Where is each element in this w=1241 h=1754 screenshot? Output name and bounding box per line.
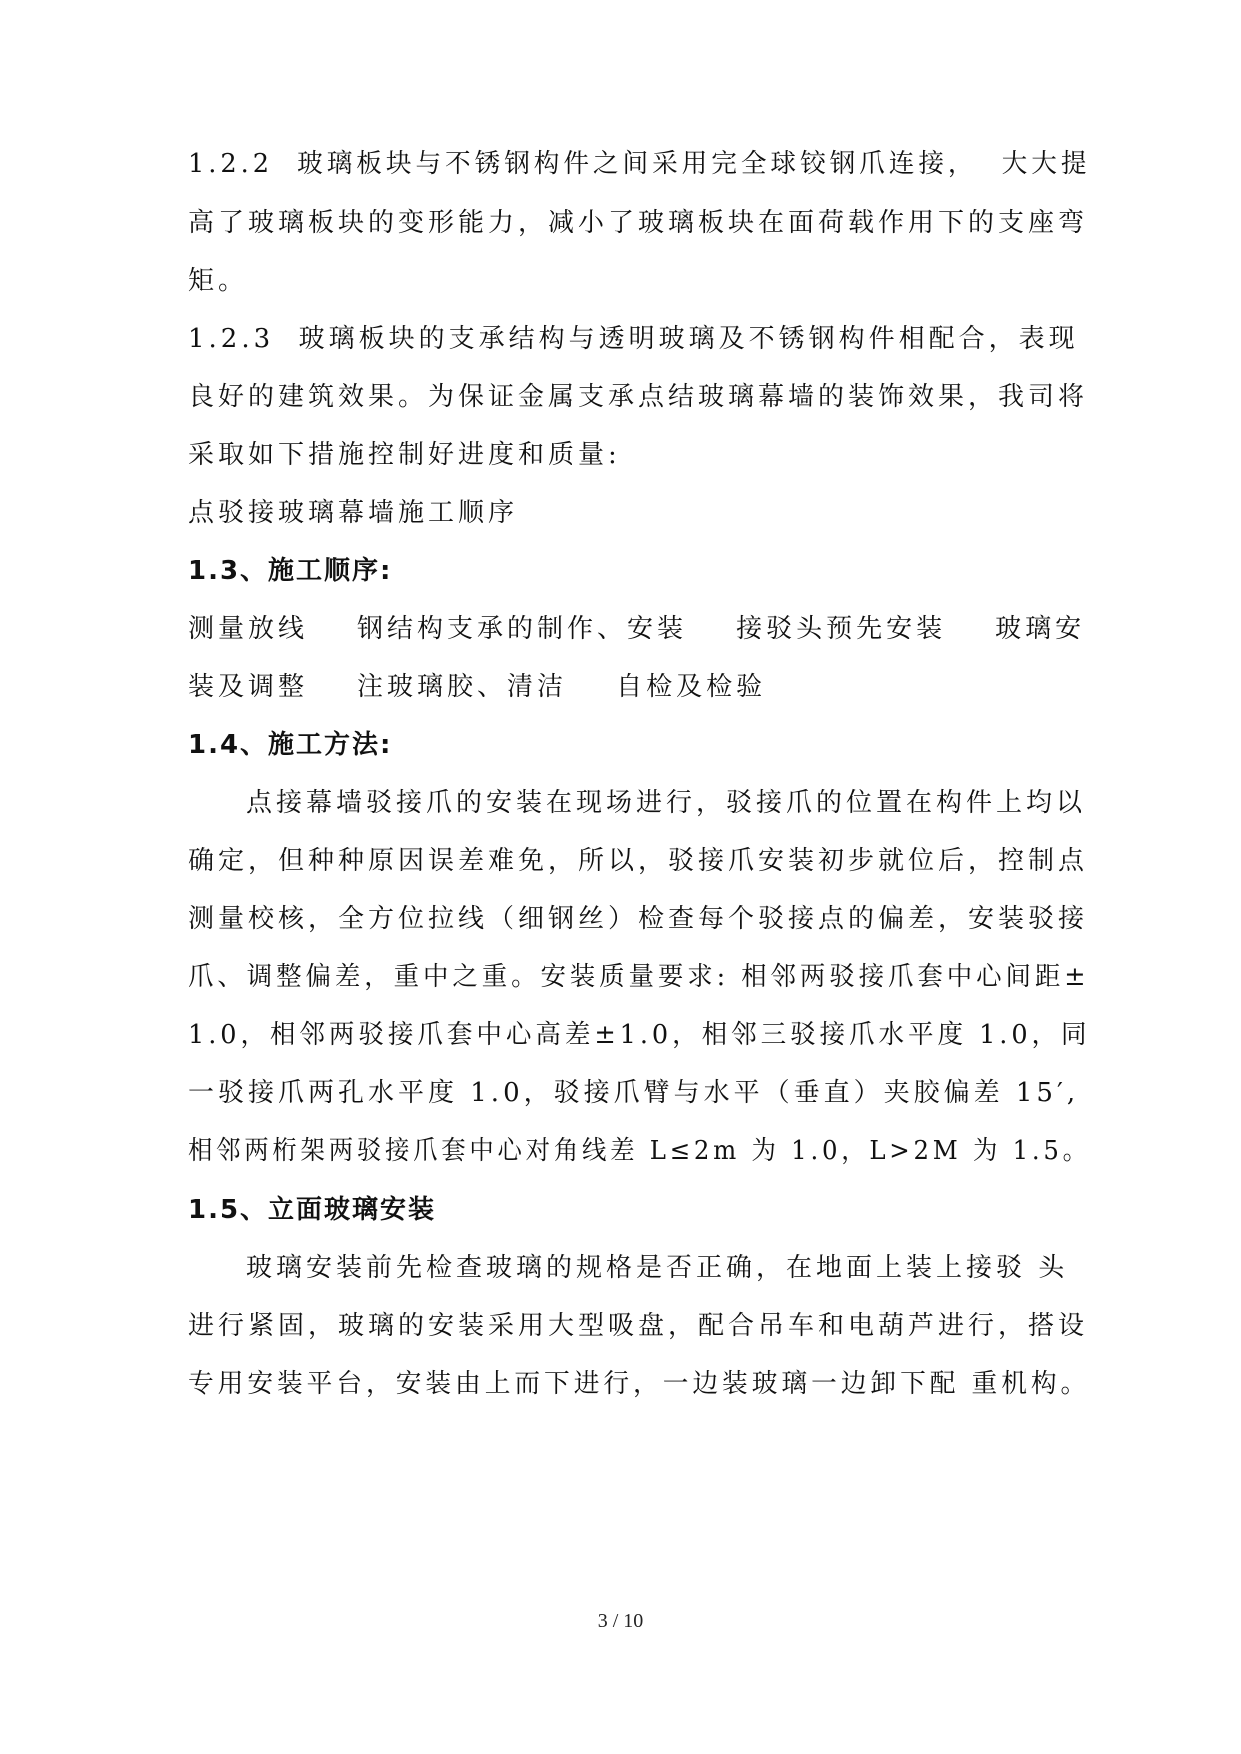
paragraph-line: 确定，但种种原因误差难免，所以，驳接爪安装初步就位后，控制点 [188,846,1089,876]
page-number: 3 / 10 [597,1610,644,1632]
section-heading: 1.5、立面玻璃安装 [188,1195,437,1225]
paragraph-line: 采取如下措施控制好进度和质量: [188,440,621,470]
section-heading: 1.4、施工方法: [188,730,393,760]
paragraph-line: 矩。 [188,266,249,296]
paragraph-line: 1.0，相邻两驳接爪套中心高差±1.0，相邻三驳接爪水平度 1.0，同 [188,1020,1091,1050]
paragraph-line: 测量校核，全方位拉线（细钢丝）检查每个驳接点的偏差，安装驳接 [188,904,1089,934]
paragraph-line: 1.2.2 玻璃板块与不锈钢构件之间采用完全球铰钢爪连接， 大大提 [188,149,1091,179]
paragraph-line: 点接幕墙驳接爪的安装在现场进行，驳接爪的位置在构件上均以 [246,788,1087,818]
paragraph-line: 进行紧固，玻璃的安装采用大型吸盘，配合吊车和电葫芦进行，搭设 [188,1311,1089,1341]
paragraph-line: 高了玻璃板块的变形能力，减小了玻璃板块在面荷载作用下的支座弯 [188,208,1089,238]
paragraph-line: 1.2.3 玻璃板块的支承结构与透明玻璃及不锈钢构件相配合，表现 [188,324,1079,354]
paragraph-line: 专用安装平台，安装由上而下进行，一边装玻璃一边卸下配 重机构。 [188,1369,1091,1399]
paragraph-line: 良好的建筑效果。为保证金属支承点结玻璃幕墙的装饰效果，我司将 [188,382,1089,412]
paragraph-line: 玻璃安装前先检查玻璃的规格是否正确，在地面上装上接驳 头 [246,1253,1069,1283]
paragraph-line: 测量放线 钢结构支承的制作、安装 接驳头预先安装 玻璃安 [188,614,1086,644]
paragraph-line: 相邻两桁架两驳接爪套中心对角线差 L≤2m 为 1.0，L>2M 为 1.5。 [188,1136,1091,1166]
paragraph-line: 点驳接玻璃幕墙施工顺序 [188,498,519,528]
section-heading: 1.3、施工顺序: [188,556,393,586]
paragraph-line: 一驳接爪两孔水平度 1.0，驳接爪臂与水平（垂直）夹胶偏差 15′, [188,1078,1080,1108]
paragraph-line: 装及调整 注玻璃胶、清洁 自检及检验 [188,672,767,702]
paragraph-line: 爪、调整偏差，重中之重。安装质量要求: 相邻两驳接爪套中心间距± [188,962,1090,992]
